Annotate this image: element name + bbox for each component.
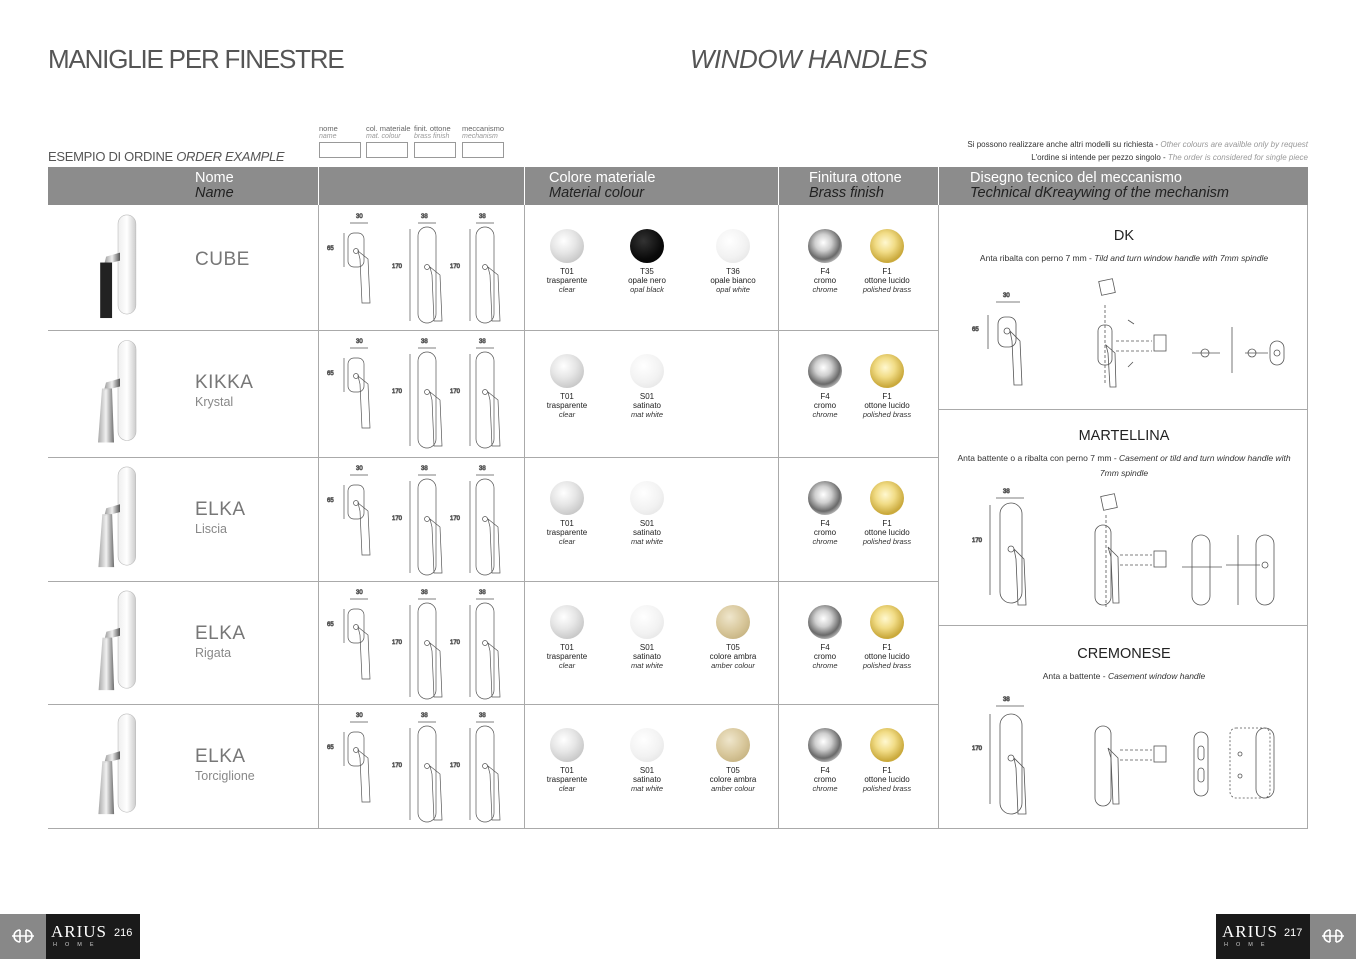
swatch-label-it: satinato xyxy=(632,401,662,410)
handle-dimension-drawing xyxy=(322,334,522,454)
dim-label: 170 xyxy=(450,516,461,522)
footer-brand-sub: HOME xyxy=(53,942,102,948)
note-line1-en: Other colours are availble only by request xyxy=(1160,140,1308,149)
colour-swatch-disc xyxy=(630,605,664,639)
colour-swatch-disc xyxy=(630,728,664,762)
dim-label: 38 xyxy=(479,339,486,345)
swatch-code: T36 xyxy=(726,267,740,276)
order-field-label-en: name xyxy=(319,133,337,140)
dim-label: 30 xyxy=(356,713,363,719)
footer-right xyxy=(1216,914,1356,959)
handle-dimension-drawing xyxy=(322,461,522,581)
handle-dimension-drawing xyxy=(322,209,522,329)
mech-desc-en: Casement window handle xyxy=(1107,671,1206,681)
swatch-label-it: trasparente xyxy=(546,528,588,537)
order-field-finish xyxy=(414,124,456,158)
note-line2-it: L'ordine si intende per pezzo singolo - xyxy=(1031,153,1168,162)
dim-label: 38 xyxy=(479,466,486,472)
finish-swatch-f1[interactable] xyxy=(849,229,925,294)
handle-photo xyxy=(90,589,150,696)
swatch-code: F1 xyxy=(882,267,892,276)
colour-swatch-t05[interactable] xyxy=(695,605,771,670)
dim-label: 38 xyxy=(421,713,428,719)
swatch-label-it: opale bianco xyxy=(710,276,756,285)
product-name: ELKA xyxy=(195,746,246,767)
colour-swatch-disc xyxy=(630,229,664,263)
product-name: KIKKA xyxy=(195,372,254,393)
colour-swatch-t01[interactable] xyxy=(529,481,605,546)
swatch-label-en: polished brass xyxy=(862,537,912,546)
swatch-label-en: opal white xyxy=(716,285,750,294)
swatch-label-en: clear xyxy=(558,537,576,546)
swatch-label-it: trasparente xyxy=(546,775,588,784)
swatch-label-en: chrome xyxy=(812,285,838,294)
swatch-label-en: clear xyxy=(558,410,576,419)
colour-swatch-s01[interactable] xyxy=(609,728,685,793)
order-label-it: ESEMPIO DI ORDINE xyxy=(48,149,173,164)
colour-swatch-s01[interactable] xyxy=(609,481,685,546)
dim-label: 170 xyxy=(392,640,403,646)
finish-swatch-f1[interactable] xyxy=(849,728,925,793)
swatch-code: S01 xyxy=(639,519,655,528)
swatch-code: F1 xyxy=(882,519,892,528)
order-finish-box[interactable] xyxy=(414,142,456,158)
swatch-label-en: polished brass xyxy=(862,410,912,419)
dim-170-label: 170 xyxy=(972,538,983,544)
header-colour xyxy=(549,167,655,205)
mech-desc-en: Tild and turn window handle with 7mm spindle xyxy=(1094,253,1269,263)
dim-label: 65 xyxy=(327,246,334,252)
colour-swatch-disc xyxy=(550,481,584,515)
dim-170-label: 170 xyxy=(972,746,983,752)
page-number-left: 216 xyxy=(114,927,133,939)
dim-label: 30 xyxy=(356,214,363,220)
dim-65-label: 65 xyxy=(972,327,979,333)
mech-desc-en: Casement or tild and turn window handle with 7mm spindle xyxy=(1099,453,1291,478)
swatch-label-it: cromo xyxy=(813,652,837,661)
header-name-it: Nome xyxy=(195,170,234,186)
swatch-label-it: trasparente xyxy=(546,276,588,285)
colour-swatch-s01[interactable] xyxy=(609,605,685,670)
order-mechanism-box[interactable] xyxy=(462,142,504,158)
mech-title-dk: DK xyxy=(1113,228,1135,244)
dim-30-label: 30 xyxy=(1003,293,1010,299)
swatch-label-it: satinato xyxy=(632,775,662,784)
product-subname: Torciglione xyxy=(195,769,255,783)
dim-label: 65 xyxy=(327,622,334,628)
header-name xyxy=(195,167,234,205)
swatch-label-en: polished brass xyxy=(862,285,912,294)
dim-label: 170 xyxy=(450,763,461,769)
header-finish-en: Brass finish xyxy=(809,185,884,201)
order-field-colour xyxy=(366,124,411,158)
dim-label: 38 xyxy=(421,339,428,345)
order-example-label xyxy=(48,149,284,164)
finish-swatch-f1[interactable] xyxy=(849,481,925,546)
order-field-label-en: mechanism xyxy=(462,133,498,140)
swatch-label-it: ottone lucido xyxy=(864,401,910,410)
swatch-code: S01 xyxy=(639,643,655,652)
colour-swatch-disc xyxy=(716,605,750,639)
order-field-label: col. materiale xyxy=(366,124,411,133)
swatch-label-en: chrome xyxy=(812,784,838,793)
dim-label: 38 xyxy=(479,590,486,596)
product-name: ELKA xyxy=(195,499,246,520)
swatch-code: T35 xyxy=(640,267,654,276)
swatch-label-it: trasparente xyxy=(546,652,588,661)
product-name: ELKA xyxy=(195,623,246,644)
mech-drawing-martellina xyxy=(960,485,1300,613)
footer-logo-box xyxy=(0,914,46,959)
dim-label: 30 xyxy=(356,590,363,596)
swatch-label-en: opal black xyxy=(630,285,664,294)
dim-label: 65 xyxy=(327,498,334,504)
colour-swatch-disc xyxy=(716,728,750,762)
swatch-label-it: colore ambra xyxy=(709,775,757,784)
footer-brand-box xyxy=(1216,914,1310,959)
dim-label: 170 xyxy=(450,640,461,646)
swatch-label-it: cromo xyxy=(813,401,837,410)
footer-brand-box xyxy=(46,914,140,959)
page-title-it: MANIGLIE PER FINESTRE xyxy=(48,44,344,74)
handle-photo xyxy=(90,338,150,449)
note-single-piece xyxy=(1031,153,1308,162)
note-line2-en: The order is considered for single piece xyxy=(1167,153,1308,162)
page-number-right: 217 xyxy=(1284,927,1303,939)
footer-logo-box xyxy=(1310,914,1356,959)
swatch-label-it: ottone lucido xyxy=(864,528,910,537)
dim-label: 38 xyxy=(479,713,486,719)
mech-desc-it: Anta a battente - xyxy=(1042,671,1108,681)
order-name-box[interactable] xyxy=(319,142,361,158)
header-finish-it: Finitura ottone xyxy=(809,170,902,186)
finish-swatch-disc xyxy=(870,481,904,515)
swatch-label-en: clear xyxy=(558,285,576,294)
dim-38-label: 38 xyxy=(1003,489,1010,495)
swatch-code: T01 xyxy=(560,392,574,401)
swatch-label-it: satinato xyxy=(632,528,662,537)
finish-swatch-disc xyxy=(808,229,842,263)
swatch-code: F4 xyxy=(820,766,830,775)
finish-swatch-disc xyxy=(808,354,842,388)
colour-swatch-disc xyxy=(630,481,664,515)
header-tech xyxy=(970,167,1229,205)
header-tech-en: Technical dKreaywing of the mechanism xyxy=(970,185,1229,201)
mech-title-cremonese: CREMONESE xyxy=(1077,646,1171,662)
swatch-label-it: ottone lucido xyxy=(864,652,910,661)
finish-swatch-disc xyxy=(870,229,904,263)
note-line1-it: Si possono realizzare anche altri modelli su richiesta - xyxy=(967,140,1161,149)
dim-label: 30 xyxy=(356,466,363,472)
finish-swatch-disc xyxy=(808,605,842,639)
dim-label: 38 xyxy=(421,590,428,596)
dim-label: 170 xyxy=(392,264,403,270)
swatch-label-en: amber colour xyxy=(711,661,755,670)
order-label-en: ORDER EXAMPLE xyxy=(176,149,285,164)
finish-swatch-f1[interactable] xyxy=(849,354,925,419)
handle-dimension-drawing xyxy=(322,585,522,705)
footer-left xyxy=(0,914,140,959)
finish-swatch-disc xyxy=(870,605,904,639)
swatch-code: S01 xyxy=(639,392,655,401)
colour-swatch-disc xyxy=(550,354,584,388)
finish-swatch-disc xyxy=(870,728,904,762)
swatch-code: S01 xyxy=(639,766,655,775)
mech-desc-cremonese xyxy=(950,669,1298,684)
mech-desc-it: Anta battente o a ribalta con perno 7 mm - xyxy=(957,453,1120,463)
swatch-label-en: polished brass xyxy=(862,784,912,793)
finish-swatch-disc xyxy=(808,728,842,762)
handle-photo xyxy=(90,712,150,820)
header-finish xyxy=(809,167,902,205)
swatch-label-it: opale nero xyxy=(628,276,666,285)
swatch-label-it: cromo xyxy=(813,775,837,784)
swatch-label-en: chrome xyxy=(812,537,838,546)
swatch-label-it: satinato xyxy=(632,652,662,661)
swatch-label-en: mat white xyxy=(630,410,664,419)
order-field-label: finit. ottone xyxy=(414,124,451,133)
header-tech-it: Disegno tecnico del meccanismo xyxy=(970,170,1182,186)
swatch-code: F1 xyxy=(882,766,892,775)
page-title-en: WINDOW HANDLES xyxy=(690,44,928,74)
handle-photo xyxy=(90,465,150,573)
dim-label: 65 xyxy=(327,745,334,751)
swatch-label-it: cromo xyxy=(813,528,837,537)
swatch-label-it: ottone lucido xyxy=(864,276,910,285)
footer-brand: ARIUS xyxy=(51,922,108,941)
mech-drawing-dk xyxy=(960,275,1290,395)
swatch-label-en: mat white xyxy=(630,661,664,670)
header-name-en: Name xyxy=(195,185,234,201)
swatch-label-en: chrome xyxy=(812,661,838,670)
swatch-label-en: clear xyxy=(558,784,576,793)
dim-label: 38 xyxy=(421,466,428,472)
colour-swatch-disc xyxy=(716,229,750,263)
header-colour-en: Material colour xyxy=(549,185,645,201)
note-other-models xyxy=(967,140,1308,149)
swatch-label-it: colore ambra xyxy=(709,652,757,661)
colour-swatch-t01[interactable] xyxy=(529,229,605,294)
colour-swatch-t01[interactable] xyxy=(529,728,605,793)
colour-swatch-t01[interactable] xyxy=(529,605,605,670)
swatch-code: T05 xyxy=(726,766,740,775)
colour-swatch-t05[interactable] xyxy=(695,728,771,793)
swatch-label-en: clear xyxy=(558,661,576,670)
swatch-label-it: cromo xyxy=(813,276,837,285)
swatch-code: T01 xyxy=(560,519,574,528)
swatch-code: T05 xyxy=(726,643,740,652)
dim-label: 38 xyxy=(479,214,486,220)
swatch-code: F1 xyxy=(882,392,892,401)
mech-desc-it: Anta ribalta con perno 7 mm - xyxy=(979,253,1095,263)
swatch-code: F4 xyxy=(820,267,830,276)
colour-swatch-disc xyxy=(550,605,584,639)
order-field-label-en: mat. colour xyxy=(366,133,401,140)
dim-label: 38 xyxy=(421,214,428,220)
order-field-label-en: brass finish xyxy=(414,133,450,140)
swatch-code: F4 xyxy=(820,519,830,528)
swatch-code: F4 xyxy=(820,643,830,652)
brand-mark-icon xyxy=(1318,927,1348,945)
dim-label: 170 xyxy=(450,389,461,395)
mech-drawing-cremonese xyxy=(960,692,1300,820)
dim-38-label: 38 xyxy=(1003,697,1010,703)
mech-desc-dk xyxy=(950,251,1298,266)
product-subname: Rigata xyxy=(195,646,232,660)
swatch-label-it: ottone lucido xyxy=(864,775,910,784)
order-field-name xyxy=(319,124,361,158)
order-field-mechanism xyxy=(462,124,504,158)
finish-swatch-f1[interactable] xyxy=(849,605,925,670)
dim-label: 170 xyxy=(450,264,461,270)
dim-label: 170 xyxy=(392,389,403,395)
brand-mark-icon xyxy=(8,927,38,945)
colour-swatch-t01[interactable] xyxy=(529,354,605,419)
swatch-code: F1 xyxy=(882,643,892,652)
handle-photo xyxy=(90,213,150,322)
swatch-label-en: polished brass xyxy=(862,661,912,670)
product-subname: Liscia xyxy=(195,522,227,536)
colour-swatch-s01[interactable] xyxy=(609,354,685,419)
mech-desc-martellina xyxy=(950,451,1298,481)
header-colour-it: Colore materiale xyxy=(549,170,656,186)
footer-brand: ARIUS xyxy=(1222,922,1279,941)
product-name: CUBE xyxy=(195,249,250,270)
order-field-label: meccanismo xyxy=(462,124,505,133)
colour-swatch-disc xyxy=(550,229,584,263)
colour-swatch-t35[interactable] xyxy=(609,229,685,294)
dim-label: 170 xyxy=(392,763,403,769)
dim-label: 30 xyxy=(356,339,363,345)
handle-dimension-drawing xyxy=(322,708,522,828)
swatch-label-it: trasparente xyxy=(546,401,588,410)
finish-swatch-disc xyxy=(870,354,904,388)
product-subname: Krystal xyxy=(195,395,234,409)
dim-label: 170 xyxy=(392,516,403,522)
swatch-label-en: amber colour xyxy=(711,784,755,793)
swatch-label-en: mat white xyxy=(630,784,664,793)
swatch-code: T01 xyxy=(560,267,574,276)
order-field-label: nome xyxy=(319,124,338,133)
swatch-code: T01 xyxy=(560,643,574,652)
finish-swatch-disc xyxy=(808,481,842,515)
colour-swatch-disc xyxy=(630,354,664,388)
mech-title-martellina: MARTELLINA xyxy=(1078,428,1170,444)
swatch-code: T01 xyxy=(560,766,574,775)
colour-swatch-disc xyxy=(550,728,584,762)
swatch-label-en: chrome xyxy=(812,410,838,419)
order-colour-box[interactable] xyxy=(366,142,408,158)
swatch-code: F4 xyxy=(820,392,830,401)
dim-label: 65 xyxy=(327,371,334,377)
footer-brand-sub: HOME xyxy=(1224,942,1273,948)
colour-swatch-t36[interactable] xyxy=(695,229,771,294)
swatch-label-en: mat white xyxy=(630,537,664,546)
